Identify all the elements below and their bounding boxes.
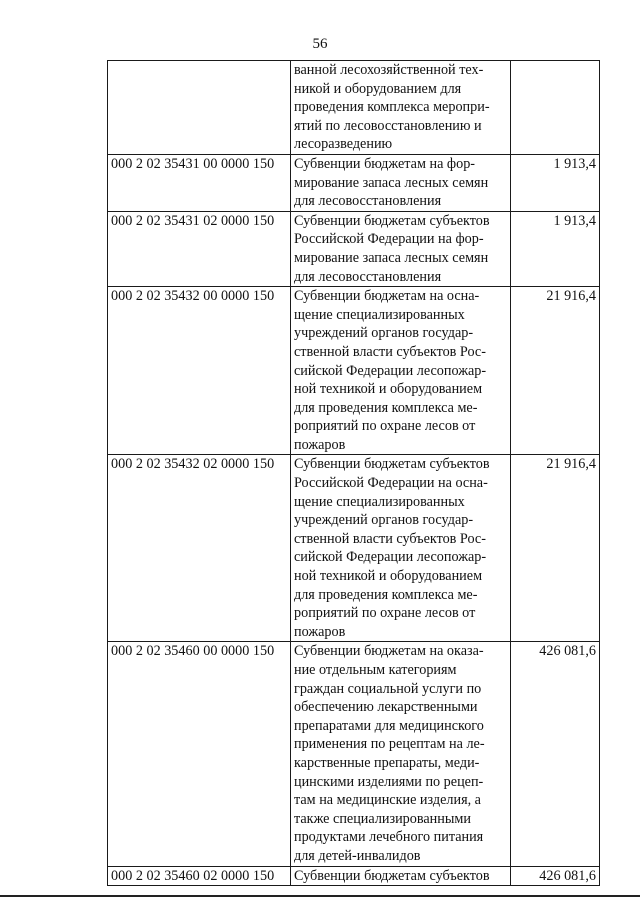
- description-line: ние отдельным категориям: [294, 662, 457, 678]
- description-line: карственные препараты, меди-: [294, 754, 480, 771]
- budget-code: 000 2 02 35460 00 0000 150: [108, 642, 291, 866]
- budget-code: [108, 61, 291, 155]
- description-line: ной техникой и оборудованием: [294, 381, 483, 398]
- table-row: [108, 455, 600, 642]
- table-row: [108, 287, 600, 455]
- description-line: никой и оборудованием для: [294, 80, 462, 97]
- page-number: 56: [312, 36, 328, 52]
- description-line: граждан социальной услуги по: [294, 680, 482, 697]
- amount: 21 916,4: [511, 455, 600, 642]
- description-line: лесоразведению: [294, 136, 393, 153]
- description: [291, 642, 511, 866]
- description-line: пожаров: [294, 436, 346, 453]
- description-line: щение специализированных: [294, 306, 465, 323]
- description-line: сийской Федерации лесопожар-: [294, 362, 487, 379]
- description: [291, 455, 511, 642]
- amount: 21 916,4: [511, 287, 600, 455]
- description-line: Субвенции бюджетам субъектов: [294, 867, 490, 884]
- description-line: ной техникой и оборудованием: [294, 568, 483, 585]
- budget-code: 000 2 02 35432 02 0000 150: [108, 455, 291, 642]
- table-row: [108, 154, 600, 211]
- description-line: для лесовосстановления: [294, 268, 442, 285]
- amount: 1 913,4: [511, 154, 600, 211]
- description-line: цинскими изделиями по рецеп-: [294, 773, 484, 790]
- budget-code: 000 2 02 35431 00 0000 150: [108, 154, 291, 211]
- description-line: для детей-инвалидов: [294, 847, 421, 864]
- table-row: [108, 211, 600, 286]
- description-line: продуктами лечебного питания: [294, 829, 484, 846]
- description-line: ственной власти субъектов Рос-: [294, 530, 486, 547]
- description: [291, 866, 511, 886]
- description: [291, 211, 511, 286]
- budget-table: [107, 60, 600, 886]
- description-line: учреждений органов государ-: [294, 325, 474, 342]
- table-row: [108, 61, 600, 155]
- description-line: роприятий по охране лесов от: [294, 418, 476, 435]
- budget-code: 000 2 02 35431 02 0000 150: [108, 211, 291, 286]
- description: [291, 287, 511, 455]
- description-line: Субвенции бюджетам субъектов: [294, 212, 490, 229]
- table-row: [108, 866, 600, 886]
- description-line: ятий по лесовосстановлению и: [294, 117, 482, 134]
- description-line: роприятий по охране лесов от: [294, 605, 476, 622]
- description-line: проведения комплекса меропри-: [294, 99, 490, 116]
- description-line: для проведения комплекса ме-: [294, 399, 478, 416]
- budget-code: 000 2 02 35460 02 0000 150: [108, 866, 291, 886]
- amount: 1 913,4: [511, 211, 600, 286]
- amount: 426 081,6: [511, 642, 600, 866]
- description-line: там на медицинские изделия, а: [294, 792, 481, 809]
- description-line: применения по рецептам на ле-: [294, 736, 485, 753]
- description-line: щение специализированных: [294, 493, 465, 510]
- amount: 426 081,6: [511, 866, 600, 886]
- description-line: учреждений органов государ-: [294, 512, 474, 529]
- description: [291, 61, 511, 155]
- description-line: ванной лесохозяйственной тех-: [294, 62, 484, 78]
- table-row: [108, 642, 600, 866]
- description-line: ственной власти субъектов Рос-: [294, 343, 486, 360]
- description: [291, 154, 511, 211]
- description-line: Субвенции бюджетам на оказа-: [294, 643, 484, 660]
- description-line: Субвенции бюджетам на фор-: [294, 155, 476, 172]
- description-line: для проведения комплекса ме-: [294, 586, 478, 603]
- description-line: пожаров: [294, 623, 346, 640]
- description-line: Российской Федерации на осна-: [294, 475, 488, 492]
- description-line: Российской Федерации на фор-: [294, 231, 484, 248]
- description-line: Субвенции бюджетам на осна-: [294, 288, 480, 305]
- description-line: также специализированными: [294, 810, 471, 827]
- description-line: препаратами для медицинского: [294, 717, 484, 734]
- description-line: для лесовосстановления: [294, 193, 442, 210]
- budget-code: 000 2 02 35432 00 0000 150: [108, 287, 291, 455]
- page-bottom-rule: [0, 895, 640, 897]
- description-line: мирование запаса лесных семян: [294, 174, 489, 191]
- description-line: обеспечению лекарственными: [294, 699, 478, 716]
- description-line: сийской Федерации лесопожар-: [294, 549, 487, 566]
- description-line: мирование запаса лесных семян: [294, 249, 489, 266]
- description-line: Субвенции бюджетам субъектов: [294, 456, 490, 473]
- amount: [511, 61, 600, 155]
